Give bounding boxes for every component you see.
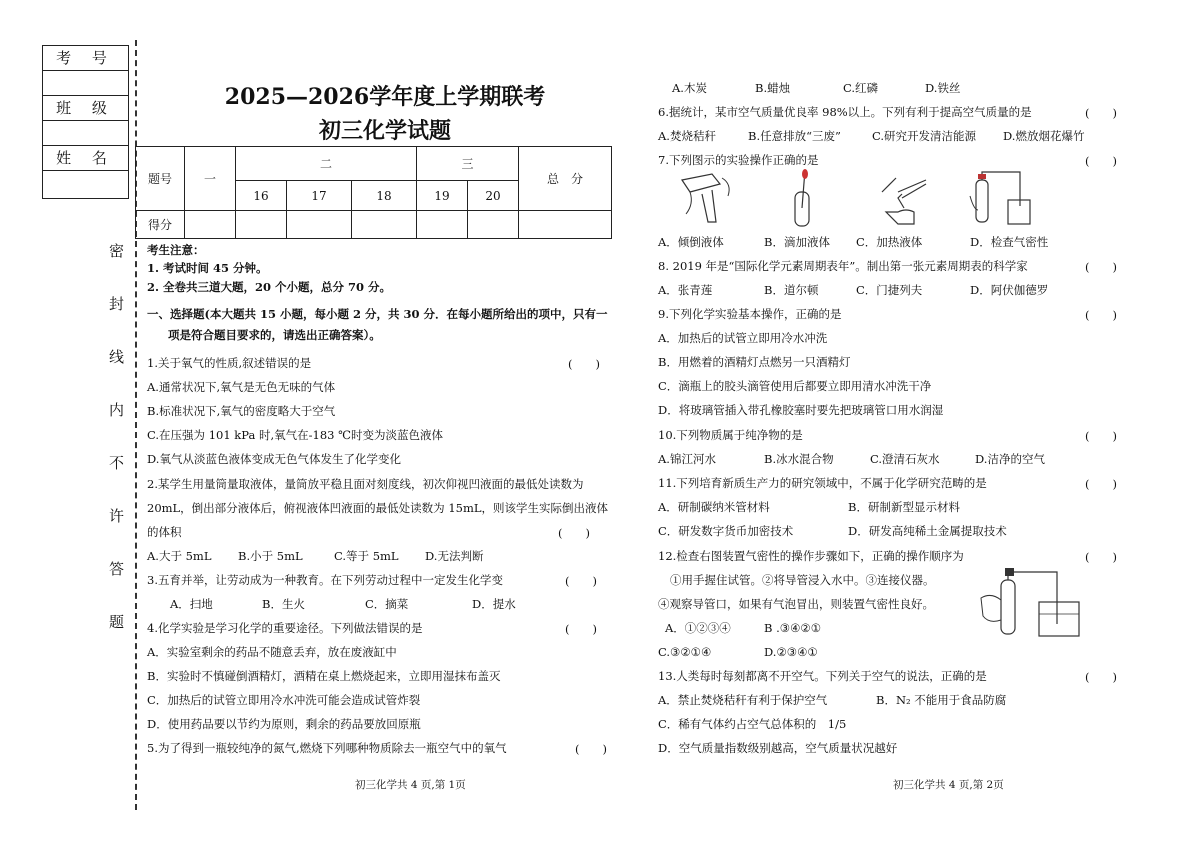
- q12-option-d: D.②③④①: [764, 645, 818, 659]
- seal-char: 线: [109, 348, 125, 366]
- q4-option-a: A．实验室剩余的药品不随意丢弃，放在废液缸中: [147, 645, 397, 659]
- page-footer-right: 初三化学共 4 页,第 2页: [893, 779, 1004, 791]
- pouring-liquid-figure: [672, 170, 742, 228]
- score-table: [135, 146, 612, 239]
- answer-blank[interactable]: ( ): [575, 742, 607, 756]
- q8-option-c: C．门捷列夫: [856, 283, 923, 297]
- q7-option-d: D．检查气密性: [970, 235, 1049, 249]
- q11-option-d: D．研发高纯稀土金属提取技术: [848, 524, 1007, 538]
- answer-blank[interactable]: ( ): [558, 526, 590, 540]
- q8-option-a: A．张青莲: [658, 283, 713, 297]
- seal-char: 封: [109, 295, 125, 313]
- q1-option-c: C.在压强为 101 kPa 时,氧气在-183 ℃时变为淡蓝色液体: [147, 428, 444, 442]
- q1-option-a: A.通常状况下,氧气是无色无味的气体: [147, 380, 336, 394]
- row-score-label: 得分: [136, 211, 185, 239]
- q13-option-d: D．空气质量指数级别越高，空气质量状况越好: [658, 741, 898, 755]
- airtightness-figure: [968, 166, 1032, 228]
- q9-option-c: C．滴瓶上的胶头滴管使用后都要立即用清水冲洗干净: [658, 379, 932, 393]
- q2-option-b: B.小于 5mL: [238, 549, 303, 563]
- dropper-figure: [785, 168, 825, 230]
- q3-option-d: D．提水: [472, 597, 516, 611]
- q6-stem: 6.据统计，某市空气质量优良率 98%以上。下列有利于提高空气质量的是: [658, 105, 1032, 119]
- q4-option-c: C．加热后的试管立即用冷水冲洗可能会造成试管炸裂: [147, 693, 421, 707]
- seal-char: 答: [109, 560, 125, 578]
- col-section-two: 二: [236, 147, 417, 181]
- answer-blank[interactable]: ( ): [568, 357, 600, 371]
- q9-option-a: A．加热后的试管立即用冷水冲洗: [658, 331, 828, 345]
- heating-liquid-figure: [868, 172, 932, 228]
- page-footer-left: 初三化学共 4 页,第 1页: [355, 779, 466, 791]
- q13-option-b: B．N₂ 不能用于食品防腐: [876, 693, 1007, 707]
- q5-stem: 5.为了得到一瓶较纯净的氮气,燃烧下列哪种物质除去一瓶空气中的氧气: [147, 741, 507, 755]
- q-number: 19: [417, 181, 468, 211]
- q2-stem: 2.某学生用量筒量取液体，量筒放平稳且面对刻度线，初次仰视凹液面的最低处读数为: [147, 477, 584, 491]
- q7-stem: 7.下列图示的实验操作正确的是: [658, 153, 819, 167]
- q4-option-d: D．使用药品要以节约为原则，剩余的药品要放回原瓶: [147, 717, 421, 731]
- q11-option-a: A．研制碳纳米管材料: [658, 500, 770, 514]
- seal-char: 密: [109, 242, 125, 260]
- q-number: 17: [287, 181, 352, 211]
- score-cell[interactable]: [417, 211, 468, 239]
- q12-option-c: C.③②①④: [658, 645, 712, 659]
- q13-option-c: C．稀有气体约占空气总体积的 1/5: [658, 717, 847, 731]
- q2-option-a: A.大于 5mL: [147, 549, 212, 563]
- q3-option-a: A．扫地: [170, 597, 213, 611]
- apparatus-figure: [975, 562, 1085, 640]
- q13-stem: 13.人类每时每刻都离不开空气。下列关于空气的说法，正确的是: [658, 669, 987, 683]
- q12-option-b: B .③④②①: [764, 621, 822, 635]
- q6-option-b: B.任意排放“三废”: [748, 129, 841, 143]
- q7-option-c: C．加热液体: [856, 235, 923, 249]
- q12-steps: ①用手握住试管。②将导管浸入水中。③连接仪器。: [670, 573, 935, 587]
- seal-char: 内: [109, 401, 125, 419]
- score-cell[interactable]: [468, 211, 519, 239]
- q13-option-a: A．禁止焚烧秸秆有利于保护空气: [658, 693, 828, 707]
- q-number: 16: [236, 181, 287, 211]
- score-cell[interactable]: [519, 211, 612, 239]
- note-item: 2. 全卷共三道大题，20 个小题，总分 70 分。: [147, 280, 392, 294]
- exam-number-field[interactable]: [43, 71, 128, 96]
- q6-option-d: D.燃放烟花爆竹: [1003, 129, 1085, 143]
- score-cell[interactable]: [236, 211, 287, 239]
- answer-blank[interactable]: ( ): [565, 622, 597, 636]
- q1-option-d: D.氧气从淡蓝色液体变成无色气体发生了化学变化: [147, 452, 401, 466]
- q11-option-c: C．研发数字货币加密技术: [658, 524, 794, 538]
- q9-option-b: B．用燃着的酒精灯点燃另一只酒精灯: [658, 355, 851, 369]
- class-field[interactable]: [43, 121, 128, 146]
- q7-option-a: A．倾倒液体: [658, 235, 724, 249]
- q8-option-b: B．道尔顿: [764, 283, 819, 297]
- notes-title: 考生注意：: [147, 243, 205, 257]
- q2-stem-cont: 20mL，倒出部分液体后，俯视液体凹液面的最低处读数为 15mL，则该学生实际倒出液体: [147, 501, 609, 515]
- name-field[interactable]: [43, 171, 128, 197]
- col-section-one: 一: [185, 147, 236, 211]
- q6-option-a: A.焚烧秸秆: [658, 129, 716, 143]
- q10-option-a: A.锦江河水: [658, 452, 716, 466]
- q12-steps-cont: ④观察导管口，如果有气泡冒出，则装置气密性良好。: [658, 597, 934, 611]
- q11-option-b: B．研制新型显示材料: [848, 500, 960, 514]
- answer-blank[interactable]: ( ): [1085, 260, 1117, 274]
- q2-option-d: D.无法判断: [425, 549, 484, 563]
- exam-number-label: 考 号: [43, 46, 128, 71]
- q4-option-b: B．实验时不慎碰倒酒精灯，酒精在桌上燃烧起来，立即用湿抹布盖灭: [147, 669, 501, 683]
- q9-option-d: D．将玻璃管插入带孔橡胶塞时要先把玻璃管口用水润湿: [658, 403, 944, 417]
- col-section-three: 三: [417, 147, 519, 181]
- q-number: 18: [352, 181, 417, 211]
- col-tihao: 题号: [136, 147, 185, 211]
- answer-blank[interactable]: ( ): [1085, 429, 1117, 443]
- q1-option-b: B.标准状况下,氧气的密度略大于空气: [147, 404, 336, 418]
- class-label: 班 级: [43, 96, 128, 121]
- q10-option-b: B.冰水混合物: [764, 452, 834, 466]
- score-cell[interactable]: [352, 211, 417, 239]
- answer-blank[interactable]: ( ): [1085, 154, 1117, 168]
- q8-option-d: D．阿伏伽德罗: [970, 283, 1049, 297]
- q5-option-d: D.铁丝: [925, 81, 961, 95]
- q1-stem: 1.关于氧气的性质,叙述错误的是: [147, 356, 312, 370]
- student-info-box: [42, 45, 129, 199]
- note-item: 1. 考试时间 45 分钟。: [147, 261, 268, 275]
- q3-stem: 3.五育并举，让劳动成为一种教育。在下列劳动过程中一定发生化学变: [147, 573, 503, 587]
- answer-blank[interactable]: ( ): [1085, 550, 1117, 564]
- answer-blank[interactable]: ( ): [1085, 670, 1117, 684]
- score-cell[interactable]: [185, 211, 236, 239]
- q3-option-b: B．生火: [262, 597, 305, 611]
- q12-stem: 12.检查右图装置气密性的操作步骤如下，正确的操作顺序为: [658, 549, 964, 563]
- q9-stem: 9.下列化学实验基本操作，正确的是: [658, 307, 842, 321]
- section-heading: 一、选择题(本大题共 15 小题，每小题 2 分，共 30 分．在每小题所给出的项中，只有一: [147, 307, 608, 321]
- score-cell[interactable]: [287, 211, 352, 239]
- seal-char: 许: [109, 507, 125, 525]
- exam-subtitle: 初三化学试题: [318, 118, 451, 144]
- answer-blank[interactable]: ( ): [565, 574, 597, 588]
- q5-option-a: A.木炭: [672, 81, 707, 95]
- q3-option-c: C．摘菜: [365, 597, 409, 611]
- q8-stem: 8. 2019 年是“国际化学元素周期表年”。制出第一张元素周期表的科学家: [658, 259, 1028, 273]
- name-label: 姓 名: [43, 146, 128, 171]
- answer-blank[interactable]: ( ): [1085, 106, 1117, 120]
- q2-stem-cont: 的体积: [147, 525, 182, 539]
- q10-option-d: D.洁净的空气: [975, 452, 1045, 466]
- section-heading-cont: 项是符合题目要求的，请选出正确答案）。: [168, 328, 381, 342]
- q12-option-a: A．①②③④: [665, 621, 731, 635]
- q6-option-c: C.研究开发清洁能源: [872, 129, 977, 143]
- q11-stem: 11.下列培育新质生产力的研究领域中，不属于化学研究范畴的是: [658, 476, 987, 490]
- q5-option-c: C.红磷: [843, 81, 879, 95]
- q2-option-c: C.等于 5mL: [334, 549, 399, 563]
- q10-option-c: C.澄清石灰水: [870, 452, 940, 466]
- seal-char: 不: [109, 454, 125, 472]
- col-total: 总 分: [519, 147, 612, 211]
- seal-char: 题: [109, 613, 125, 631]
- q5-option-b: B.蜡烛: [755, 81, 791, 95]
- q10-stem: 10.下列物质属于纯净物的是: [658, 428, 803, 442]
- q7-option-b: B．滴加液体: [764, 235, 830, 249]
- answer-blank[interactable]: ( ): [1085, 477, 1117, 491]
- answer-blank[interactable]: ( ): [1085, 308, 1117, 322]
- q4-stem: 4.化学实验是学习化学的重要途径。下列做法错误的是: [147, 621, 423, 635]
- q-number: 20: [468, 181, 519, 211]
- exam-title: 2025—2026学年度上学期联考: [224, 84, 546, 110]
